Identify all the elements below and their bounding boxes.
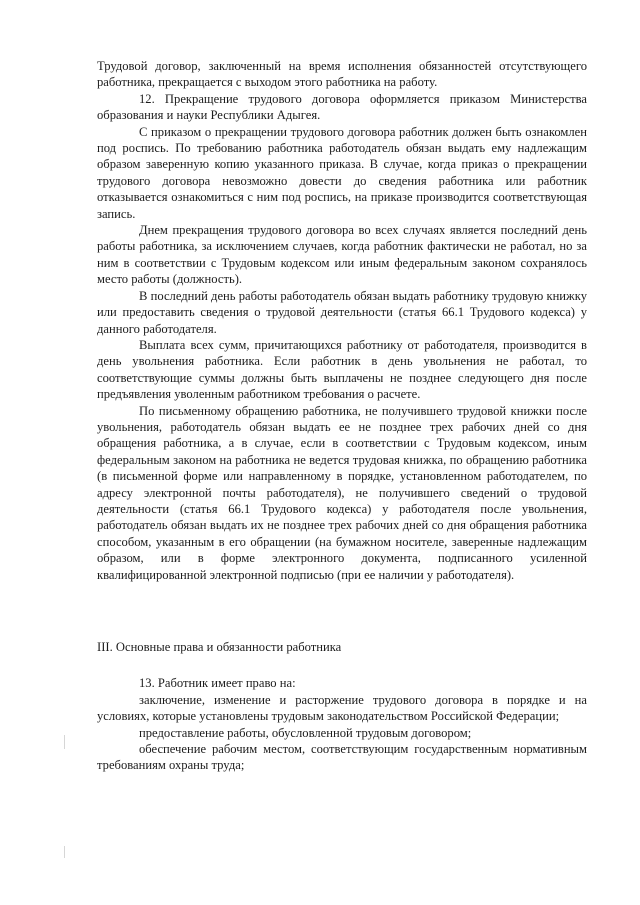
margin-mark — [64, 846, 65, 858]
section-heading: III. Основные права и обязанности работника — [97, 640, 342, 654]
document-page — [97, 58, 587, 774]
paragraph-order-signature: С приказом о прекращении трудового договора работник должен быть ознакомлен под роспись. По требованию работника работодатель обязан выдать ему надлежащим образом заверенную копию указанного приказа. В случае, когда приказ о прекращении трудового договора невозможно довести до сведения работника или работник отказывается ознакомиться с ним под роспись, на приказе производится соответствующая запись. — [97, 124, 587, 221]
paragraph-written-request: По письменному обращению работника, не получившего трудовой книжки после увольнения, работодатель обязан выдать ее не позднее трех рабочих дней со дня обращения работника, а в случае, если в соответствии с Трудовым кодексом, иным федеральным законом на работника не ведется трудовая книжка, по обращению работника (в письменной форме или направленному в порядке, установленном работодателем, по адресу электронной почты работодателя), не получившего сведений о трудовой деятельности (статья 66.1 Трудового кодекса) у работодателя после увольнения, работодатель обязан выдать их не позднее трех рабочих дней со дня обращения работника способом, указанным в его обращении (на бумажном носителе, заверенные надлежащим образом, или в форме электронного документа, подписанного усиленной квалифицированной электронной подписью (при ее наличии у работодателя). — [97, 403, 587, 582]
right-contract: заключение, изменение и расторжение трудового договора в порядке и на условиях, которые установлены трудовым законодательством Российской Федерации; — [97, 692, 587, 724]
paragraph-12-termination-order: 12. Прекращение трудового договора оформляется приказом Министерства образования и науки Республики Адыгея. — [97, 91, 587, 123]
paragraph-13-rights: 13. Работник имеет право на: — [139, 676, 296, 691]
right-workplace: обеспечение рабочим местом, соответствующим государственным нормативным требованиям охраны труда; — [97, 742, 587, 773]
paragraph-fixed-term-contract: Трудовой договор, заключенный на время исполнения обязанностей отсутствующего работника, прекращается с выходом этого работника на работу. — [97, 59, 587, 90]
paragraph-termination-day: Днем прекращения трудового договора во всех случаях является последний день работы работника, за исключением случаев, когда работник фактически не работал, но за ним в соответствии с Трудовым кодексом или иным федеральным законом сохранялось место работы (должность). — [97, 223, 587, 287]
right-work-provision: предоставление работы, обусловленной трудовым договором; — [139, 725, 472, 740]
paragraph-last-work-day: В последний день работы работодатель обязан выдать работнику трудовую книжку или предоставить сведения о трудовой деятельности (статья 66.1 Трудового кодекса) у данного работодателя. — [97, 288, 587, 336]
paragraph-payments: Выплата всех сумм, причитающихся работнику от работодателя, производится в день увольнения работника. Если работник в день увольнения не работал, то соответствующие суммы должны быть выплачены не позднее следующего дня после предъявления уволенным работником требования о расчете. — [97, 337, 587, 402]
margin-mark — [64, 735, 65, 749]
